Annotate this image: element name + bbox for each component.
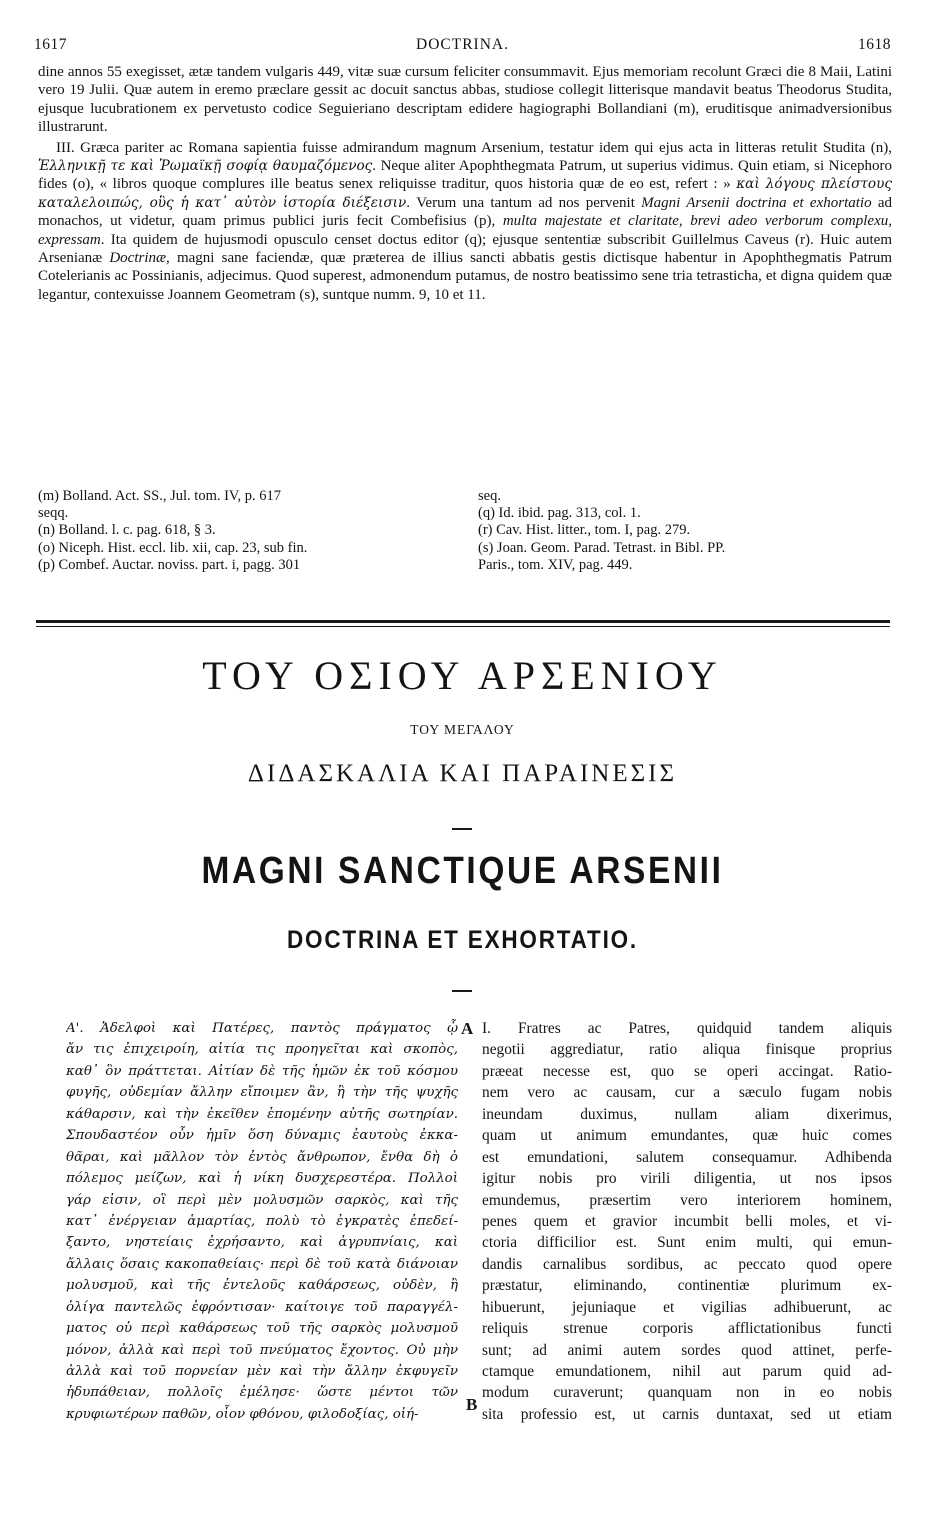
section-rule-thin bbox=[36, 626, 890, 627]
greek-text-line: κρυφιωτέρων παθῶν, οἷον φθόνου, φιλοδοξίας, οἰή- bbox=[66, 1406, 419, 1422]
greek-text-line: μολυσμοῦ, καὶ τῆς ἐντελοῦς καθάρσεως, οὐδὲν, ἢ bbox=[66, 1278, 458, 1294]
intro-paragraph-2 bbox=[38, 139, 892, 305]
footnote: seq. bbox=[478, 488, 501, 504]
greek-text-line: ἄλλαις ὅσαις κακοπαθείαις· περὶ δὲ τοῦ κατὰ διάνοιαν bbox=[66, 1256, 458, 1272]
latin-text-line: quam ut animum emundantes, quæ huic comes bbox=[482, 1127, 892, 1145]
latin-text-line: est emundationi, salutem consequamur. Adhibenda bbox=[482, 1148, 892, 1166]
latin-text-line: sita professio est, ut carnis duntaxat, sed ut etiam bbox=[482, 1405, 892, 1423]
latin-subtitle: DOCTRINA ET EXHORTATIO. bbox=[287, 926, 638, 954]
footnote: (r) Cav. Hist. litter., tom. I, pag. 279. bbox=[478, 522, 691, 539]
latin-text-line: reliquis strenue corporis afflictationibus functi bbox=[482, 1320, 892, 1338]
greek-text-line: καθ᾽ ὃν πράττεται. Αἰτίαν δὲ τῆς ἡμῶν ἐκ τοῦ κόσμου bbox=[66, 1063, 458, 1079]
intro-text-run: . Neque aliter Apophthegmata Patrum, ut superius vidimus. Quin etiam, si Nicephoro fides (o), « libros quoque complures ille beatus senex reliquisse traditur, quos historia quæ de eo est, refert : » bbox=[38, 158, 892, 193]
intro-text-run: ad monachos, ut videtur, quam primus publici juris fecit Combefisius (p), bbox=[38, 194, 892, 230]
page-number-left: 1617 bbox=[34, 36, 67, 53]
italic-quote: multa majestate et claritate, brevi adeo verborum complexu, expressam bbox=[38, 213, 892, 248]
greek-text-line: κάθαρσιν, καὶ τὴν ἐκεῖθεν ἑπομένην αὐτῆς σωτηρίαν. bbox=[66, 1106, 458, 1122]
intro-text-run: . Ita quidem de hujusmodi opusculo censet doctus editor (q); ejusque sententiæ subscribit Guillelmus Caveus (r). Huic autem Arsenianæ bbox=[38, 231, 892, 267]
footnote: (n) Bolland. l. c. pag. 618, § 3. bbox=[38, 522, 216, 539]
margin-letter-b: B bbox=[466, 1395, 478, 1414]
page-number-right: 1618 bbox=[858, 36, 891, 53]
latin-title: MAGNI SANCTIQUE ARSENII bbox=[201, 850, 724, 892]
greek-quote: Ἑλληνικῇ τε καὶ Ῥωμαϊκῇ σοφίᾳ θαυμαζόμενος bbox=[38, 158, 373, 175]
footnotes-column-left bbox=[38, 488, 468, 574]
greek-text-line: ἀλλὰ καὶ τοῦ πορνείαν μὲν καὶ τὴν ἄλλην ἐκφυγεῖν bbox=[66, 1364, 458, 1379]
title-dash bbox=[452, 990, 472, 992]
footnote: seqq. bbox=[38, 505, 69, 522]
intro-text bbox=[38, 63, 892, 304]
latin-text-line: sunt; ad animi autem sordes quod attinet, perfe- bbox=[482, 1341, 892, 1359]
intro-paragraph-1: dine annos 55 exegisset, ætæ tandem vulgaris 449, vitæ suæ cursum feliciter consummavit. Ejus memoriam recolunt Græci die 8 Maii, Latini vero 19 Julii. Quæ autem in eremo præclare gessit ac docuit sanctus abbas, studiose collegit litterisque mandavit beatus Theodorus Studita, ejusque lucubrationem ex pervetusto codice Seguieriano descriptam edidere hagiographi Bollandiani (m), eruditisque animadversionibus illustrarunt. bbox=[38, 64, 892, 136]
running-header bbox=[34, 36, 891, 56]
intro-text-run: . Verum una tantum ad nos pervenit bbox=[406, 194, 642, 211]
latin-text-line: præeat necesse est, quo se operi accingat. Ratio- bbox=[482, 1062, 892, 1080]
running-title: DOCTRINA. bbox=[416, 36, 509, 53]
latin-text-column bbox=[482, 1018, 892, 1425]
footnote: (q) Id. ibid. pag. 313, col. 1. bbox=[478, 505, 641, 522]
footnote: (s) Joan. Geom. Parad. Tetrast. in Bibl. PP. bbox=[478, 539, 726, 556]
greek-text-line: ὀλίγα παντελῶς ἐφρόντισαν· καίτοιγε τοῦ παραγγέλ- bbox=[66, 1299, 458, 1315]
latin-text-line: modum curaverunt; quanquam non in eo nobis bbox=[482, 1384, 892, 1402]
latin-text-line: penes quem et gravior incumbit belli moles, et vi- bbox=[482, 1212, 892, 1230]
section-rule-thick bbox=[36, 620, 890, 623]
greek-text-line: μόνον, ἀλλὰ καὶ περὶ τοῦ πνεύματος ἔχοντος. Οὐ μὴν bbox=[66, 1342, 458, 1358]
latin-text-line: hibuerunt, jejuniaque et vigilias adhibuerunt, ac bbox=[482, 1298, 892, 1316]
latin-text-line: præstatur, eliminando, continentiæ plurimum ex- bbox=[482, 1277, 892, 1295]
greek-text-line: γάρ εἰσιν, οἳ περὶ μὲν μολυσμῶν σαρκὸς, καὶ τῆς bbox=[66, 1192, 458, 1208]
footnote: (m) Bolland. Act. SS., Jul. tom. IV, p. 617 bbox=[38, 488, 282, 504]
greek-text-line: ξαντο, νηστείαις ἐχρήσαντο, καὶ ἀγρυπνίαις, καὶ bbox=[66, 1235, 458, 1251]
latin-text-line: negotii aggrediatur, ratio aliqua finisque proprius bbox=[482, 1041, 892, 1059]
latin-text-line: I. Fratres ac Patres, quidquid tandem aliquis bbox=[482, 1020, 892, 1037]
greek-text-line: φυγῆς, οὐδεμίαν ἄλλην εἴποιμεν ἂν, ἢ τὴν τῆς ψυχῆς bbox=[66, 1085, 458, 1101]
greek-quote: καὶ λόγους πλείστους καταλελοιπώς, οὓς ἡ κατ᾽ αὐτὸν ἱστορία διέξεισιν bbox=[38, 176, 892, 211]
intro-text-run: III. Græca pariter ac Romana sapientia fuisse admirandum magnum Arsenium, testatur idem qui ejus acta in litteras retulit Studita (n), bbox=[56, 139, 892, 156]
italic-title: Magni Arsenii doctrina et exhortatio bbox=[641, 194, 872, 211]
greek-subtitle: ΔΙΔΑΣΚΑΛΙΑ ΚΑΙ ΠΑΡΑΙΝΕΣΙΣ bbox=[247, 760, 678, 787]
greek-title: ΤΟΥ ΟΣΙΟΥ ΑΡΣΕΝΙΟΥ bbox=[202, 653, 723, 698]
greek-text-line: Α'. Ἀδελφοὶ καὶ Πατέρες, παντὸς πράγματος ᾧ bbox=[66, 1021, 458, 1036]
latin-text-line: igitur nobis pro virili diligentia, ut nos ipsos bbox=[482, 1170, 892, 1188]
latin-text-line: nem vero ac causam, cur a sæculo fugam nobis bbox=[482, 1084, 892, 1102]
title-dash bbox=[452, 828, 472, 830]
greek-text-column bbox=[66, 1018, 458, 1425]
footnote: (o) Niceph. Hist. eccl. lib. xii, cap. 23, sub fin. bbox=[38, 539, 308, 556]
footnotes-column-right bbox=[478, 488, 892, 574]
greek-text-line: πόλεμος μείζων, καὶ ἡ νίκη δυσχερεστέρα. Πολλοὶ bbox=[66, 1171, 458, 1187]
footnote: (p) Combef. Auctar. noviss. part. i, pagg. 301 bbox=[38, 556, 301, 573]
greek-text-line: ἡδυπάθειαν, πολλοῖς ἐμέλησε· ὥστε μέντοι τῶν bbox=[66, 1385, 458, 1401]
greek-text-line: ματος οὐ περὶ καθάρσεως τοῦ τῆς σαρκὸς μολυσμοῦ bbox=[66, 1321, 458, 1337]
latin-text-line: ctoria difficilior est. Sunt enim multi, qui emun- bbox=[482, 1234, 892, 1252]
greek-text-line: κατ᾽ ἐνέργειαν ἁμαρτίας, πολὺ τὸ ἐγκρατὲς ἐπεδεί- bbox=[66, 1213, 458, 1229]
italic-word: Doctrinæ bbox=[109, 250, 167, 267]
latin-text-line: ctamque emundationem, nihil aut parum quid ad- bbox=[482, 1363, 892, 1380]
greek-text-line: Σπουδαστέον οὖν ἡμῖν ὅση δύναμις ἑαυτοὺς ἐκκα- bbox=[66, 1128, 458, 1144]
intro-text-run: , magni sane faciendæ, quæ præterea de illius sancti abbatis gestis dictisque habentur in Apophthegmatis Patrum Cotelerianis ac Possinianis, adjecimus. Quod superest, admonendum putamus, de nostro beatissimo sene tria tetrasticha, et digna quidem quæ legantur, contexuisse Joannem Geometram (s), suntque numm. 9, 10 et 11. bbox=[38, 250, 892, 303]
latin-text-line: ineundam duximus, nullam aliam dixerimus, bbox=[482, 1105, 892, 1123]
latin-text-line: emundemus, præsertim vero interiorem hominem, bbox=[482, 1191, 892, 1209]
greek-text-line: θᾶραι, καὶ μᾶλλον τὸν ἐντὸς ἄνθρωπον, ἔνθα δὴ ὁ bbox=[66, 1149, 458, 1165]
latin-text-line: dandis carnalibus sordibus, ac peccato quod opere bbox=[482, 1255, 892, 1273]
greek-subtitle-small: ΤΟΥ ΜΕΓΑΛΟΥ bbox=[410, 722, 515, 737]
margin-letter-a: A bbox=[461, 1019, 474, 1038]
greek-text-line: ἄν τις ἐπιχειροίη, αἰτία τις προηγεῖται καὶ σκοπὸς, bbox=[66, 1042, 458, 1058]
footnote: Paris., tom. XIV, pag. 449. bbox=[478, 556, 633, 573]
